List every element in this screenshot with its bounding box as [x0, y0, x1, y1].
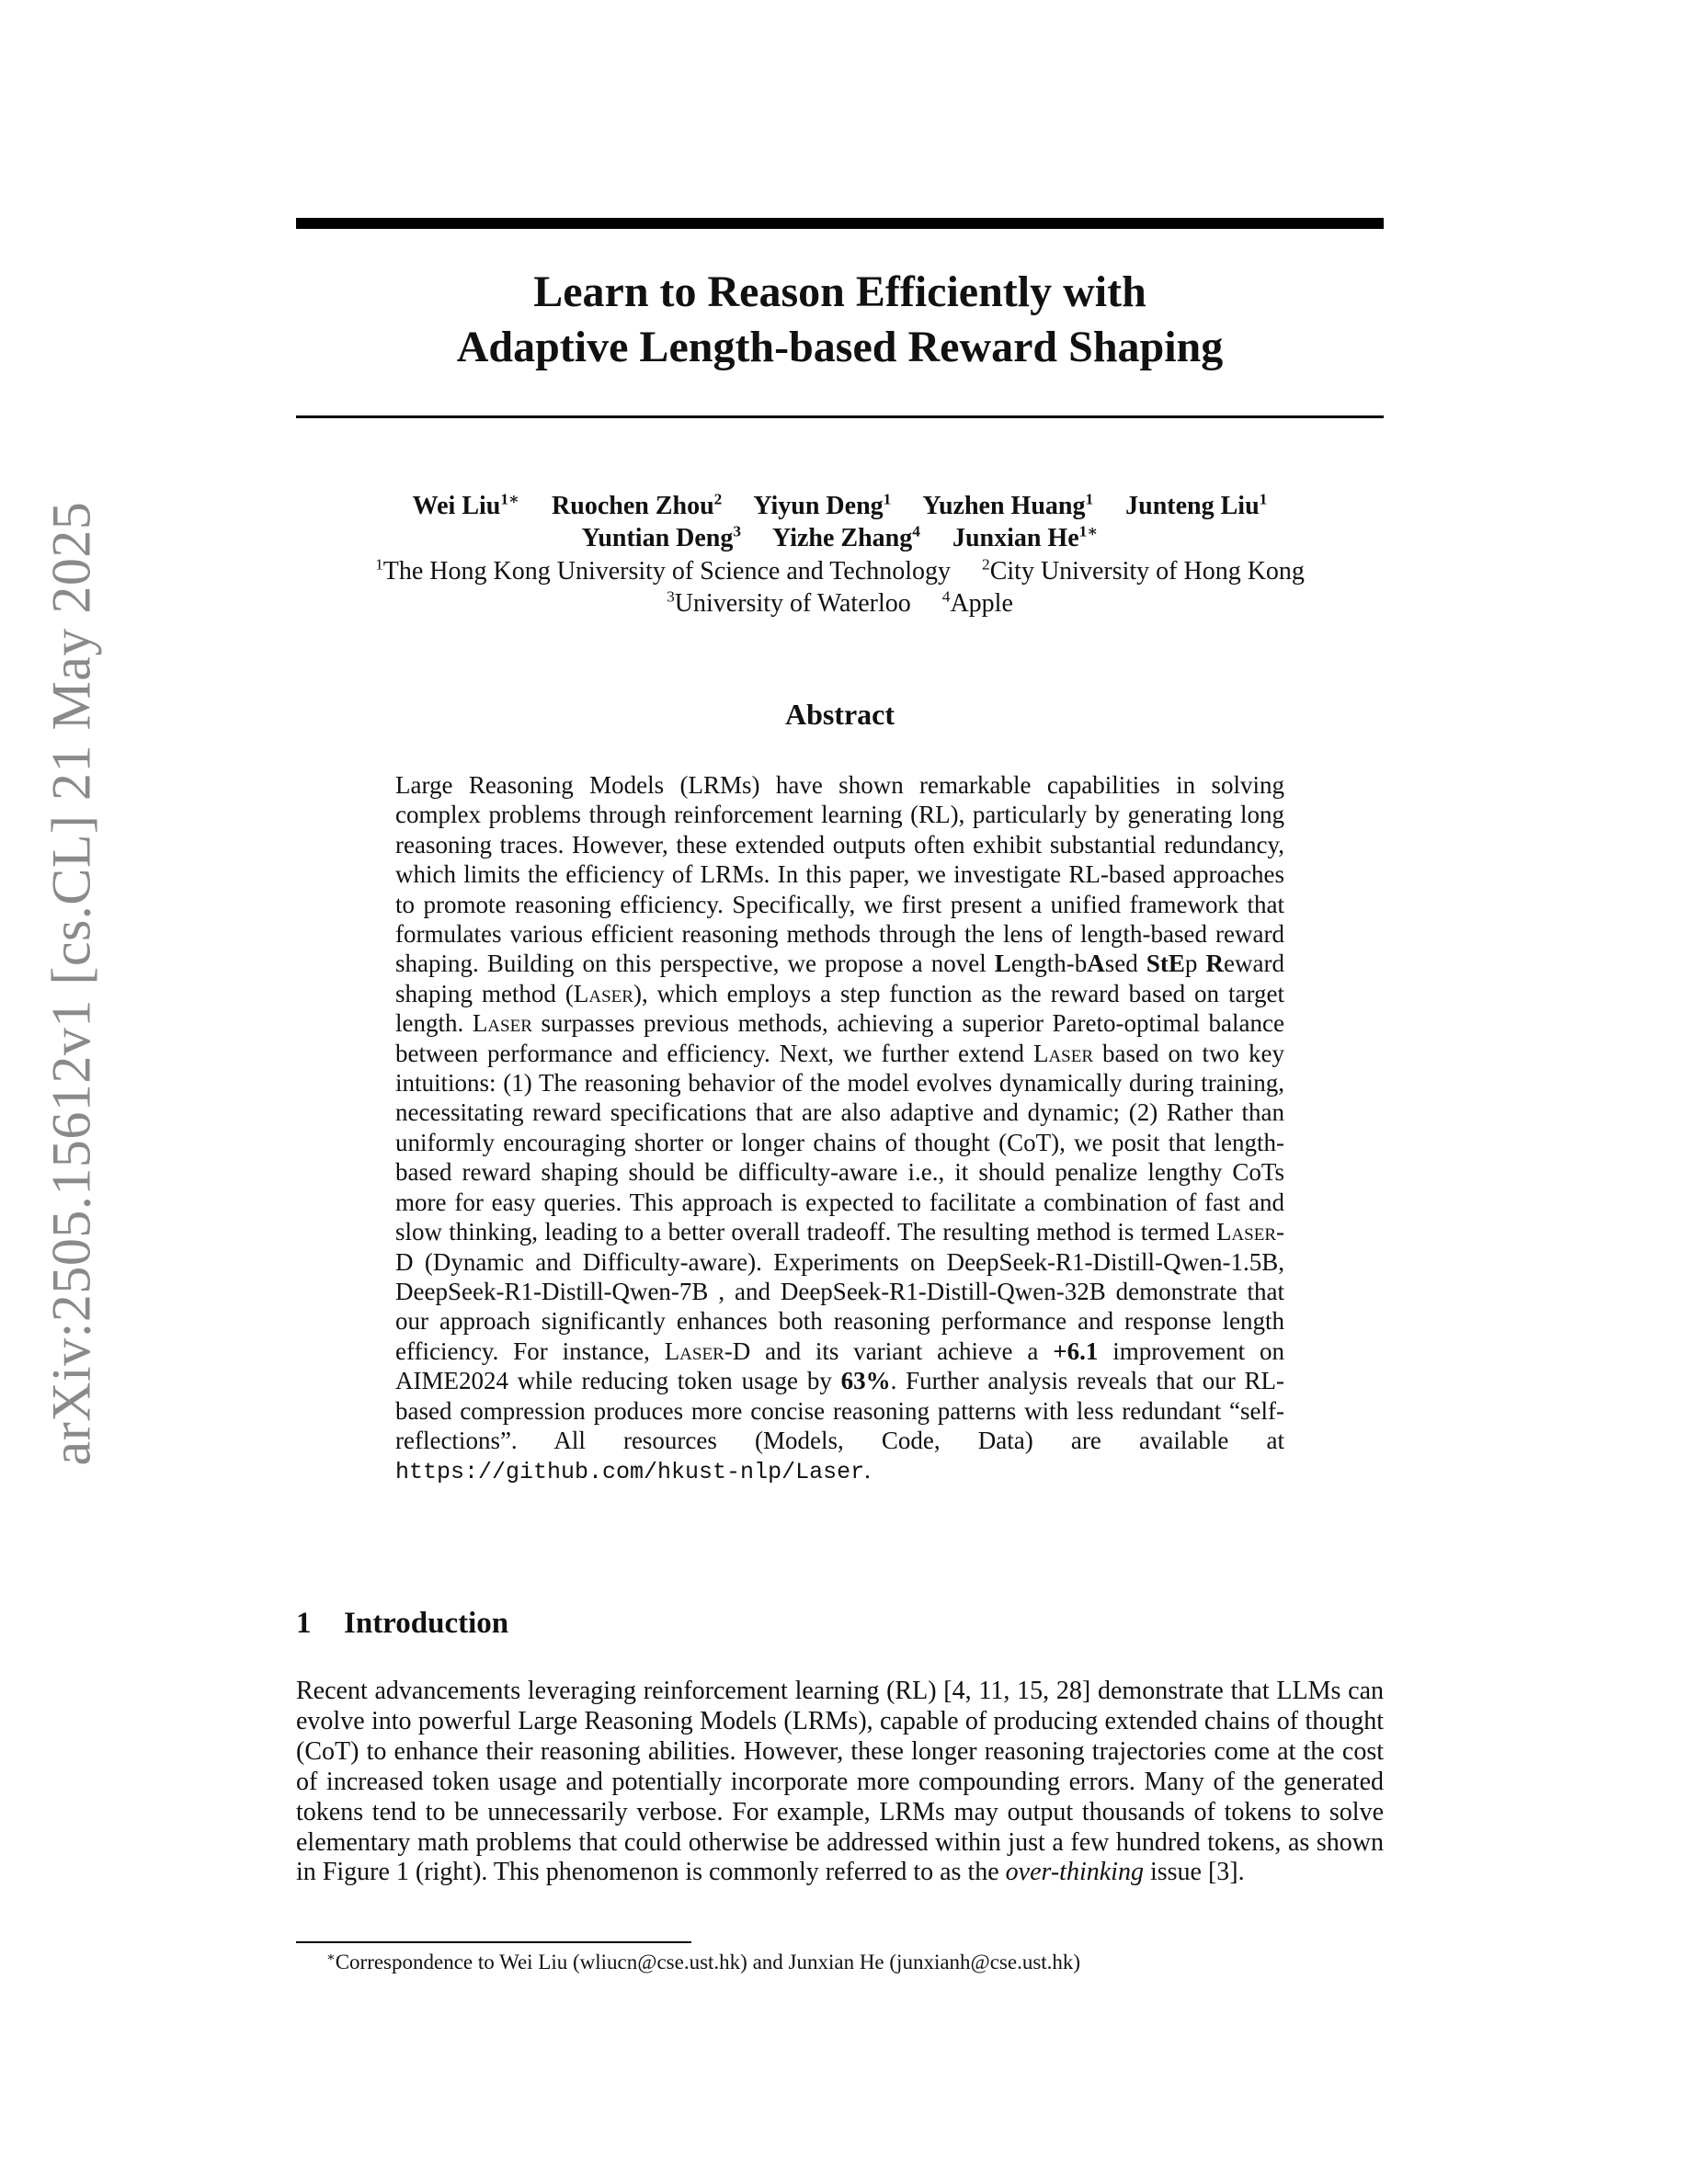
method-name: Laser	[573, 979, 633, 1007]
text-run: issue [3].	[1143, 1858, 1245, 1887]
method-name: Laser-D	[395, 1218, 1284, 1276]
author-name: Yizhe Zhang	[772, 524, 913, 552]
text-run: surpasses previous methods, achieving a superior Pareto-optimal balance between performance and efficiency. Next, we further extend	[395, 1009, 1284, 1067]
author-mark: 1∗	[1078, 522, 1099, 540]
author-line-2	[296, 524, 1384, 553]
text-run: L	[994, 950, 1011, 978]
author-mark: 1	[1085, 490, 1094, 508]
affiliation-name: The Hong Kong University of Science and Technology	[382, 557, 952, 586]
text-run: (Dynamic and Difficulty-aware). Experiments on DeepSeek-R1-Distill-Qwen-1.5B, DeepSeek-R1-Distill-Qwen-7B , and DeepSeek-R1-Distill-Qwen-32B demonstrate that our approach significantly enhances both reasoning performance and response length efficiency. For instance,	[395, 1247, 1284, 1365]
text-run: ength-b	[1010, 950, 1088, 978]
author-name: Yuntian Deng	[581, 524, 734, 552]
footnote-text: Correspondence to Wei Liu (wliucn@cse.ust.hk) and Junxian He (junxianh@cse.ust.hk)	[335, 1951, 1081, 1974]
text-run: sed	[1104, 950, 1146, 978]
gain-value: +6.1	[1053, 1337, 1099, 1365]
affiliation-mark: 1	[375, 555, 383, 574]
text-run: ), which employs a step function as the reward based on target length.	[395, 979, 1284, 1038]
section-heading-introduction	[296, 1607, 508, 1641]
footnote	[326, 1951, 1080, 1974]
title-rule	[296, 415, 1384, 418]
text-run: p	[1184, 950, 1206, 978]
text-run: E	[1168, 950, 1185, 978]
reduction-value: 63%	[840, 1367, 891, 1395]
author-mark: 1	[1259, 490, 1268, 508]
affiliation-mark: 2	[982, 555, 990, 574]
affiliation-name: Apple	[950, 589, 1013, 618]
footnote-mark: ∗	[326, 1950, 336, 1965]
introduction-paragraph	[296, 1677, 1384, 1888]
affiliation-line-2	[296, 589, 1384, 619]
author-mark: 2	[713, 490, 723, 508]
section-title: Introduction	[344, 1607, 509, 1640]
affiliation-name: City University of Hong Kong	[989, 557, 1305, 586]
abstract-body	[395, 770, 1284, 1488]
text-run: Recent advancements leveraging reinforcement learning (RL) [4, 11, 15, 28] demonstrate that LLMs can evolve into powerful Large Reasoning Models (LRMs), capable of producing extended chains of thought (CoT) to enhance their reasoning abilities. However, these longer reasoning trajectories come at the cost of increased token usage and potentially incorporate more compounding errors. Many of the generated tokens tend to be unnecessarily verbose. For example, LRMs may output thousands of tokens to solve elementary math problems that could otherwise be addressed within just a few hundred tokens, as shown in Figure 1 (right). This phenomenon is commonly referred to as the	[296, 1677, 1384, 1887]
section-number: 1	[296, 1607, 312, 1640]
footnote-rule	[296, 1941, 691, 1943]
text-run: and its variant achieve a	[750, 1337, 1054, 1365]
resource-link[interactable]: https://github.com/hkust-nlp/Laser	[395, 1459, 865, 1486]
text-run: improvement on AIME2024 while reducing token usage by	[395, 1337, 1284, 1395]
author-mark: 4	[912, 522, 920, 540]
author-name: Ruochen Zhou	[552, 492, 714, 520]
affiliation-line-1	[296, 557, 1384, 586]
emphasis: over-thinking	[1005, 1858, 1144, 1887]
method-name: Laser	[472, 1009, 532, 1038]
author-name: Yiyun Deng	[753, 492, 884, 520]
text-run: .	[864, 1456, 871, 1484]
text-run: based on two key intuitions: (1) The reasoning behavior of the model evolves dynamically during training, necessitating reward specifications that are also adaptive and dynamic; (2) Rather than uniformly encouraging shorter or longer chains of thought (CoT), we posit that length-based reward shaping should be difficulty-aware i.e., it should penalize lengthy CoTs more for easy queries. This approach is expected to facilitate a combination of fast and slow thinking, leading to a better overall tradeoff. The resulting method is termed	[395, 1039, 1284, 1246]
method-name: Laser-D	[664, 1337, 751, 1365]
text-run: R	[1205, 950, 1225, 978]
top-rule	[296, 218, 1384, 229]
author-name: Yuzhen Huang	[922, 492, 1086, 520]
title-line-2: Adaptive Length-based Reward Shaping	[456, 323, 1224, 371]
abstract-heading: Abstract	[784, 698, 895, 731]
text-run: A	[1087, 950, 1105, 978]
author-name: Junxian He	[952, 524, 1079, 552]
author-mark: 3	[733, 522, 742, 540]
affiliation-mark: 4	[941, 587, 951, 606]
author-mark: 1∗	[500, 490, 520, 508]
author-mark: 1	[883, 490, 892, 508]
text-run: shaping method (	[395, 979, 574, 1007]
text-run: St	[1146, 950, 1169, 978]
paper-title	[296, 265, 1384, 375]
author-name: Wei Liu	[412, 492, 501, 520]
author-line-1	[296, 492, 1384, 521]
title-line-1: Learn to Reason Efficiently with	[533, 267, 1146, 316]
affiliation-name: University of Waterloo	[674, 589, 911, 618]
affiliation-mark: 3	[667, 587, 675, 606]
author-name: Junteng Liu	[1125, 492, 1260, 520]
method-name: Laser	[1032, 1039, 1094, 1067]
arxiv-stamp: arXiv:2505.15612v1 [cs.CL] 21 May 2025	[40, 501, 102, 1466]
text-run: . Further analysis reveals that our RL-based compression produces more concise reasoning patterns with less redundant “self-reflections”. All resources (Models, Code, Data) are available at	[395, 1367, 1284, 1454]
text-run: eward	[1224, 950, 1284, 978]
text-run: Large Reasoning Models (LRMs) have shown remarkable capabilities in solving complex problems through reinforcement learning (RL), particularly by generating long reasoning traces. However, these extended outputs often exhibit substantial redundancy, which limits the efficiency of LRMs. In this paper, we investigate RL-based approaches to promote reasoning efficiency. Specifically, we first present a unified framework that formulates various efficient reasoning methods through the lens of length-based reward shaping. Building on this perspective, we propose a novel	[395, 771, 1284, 978]
